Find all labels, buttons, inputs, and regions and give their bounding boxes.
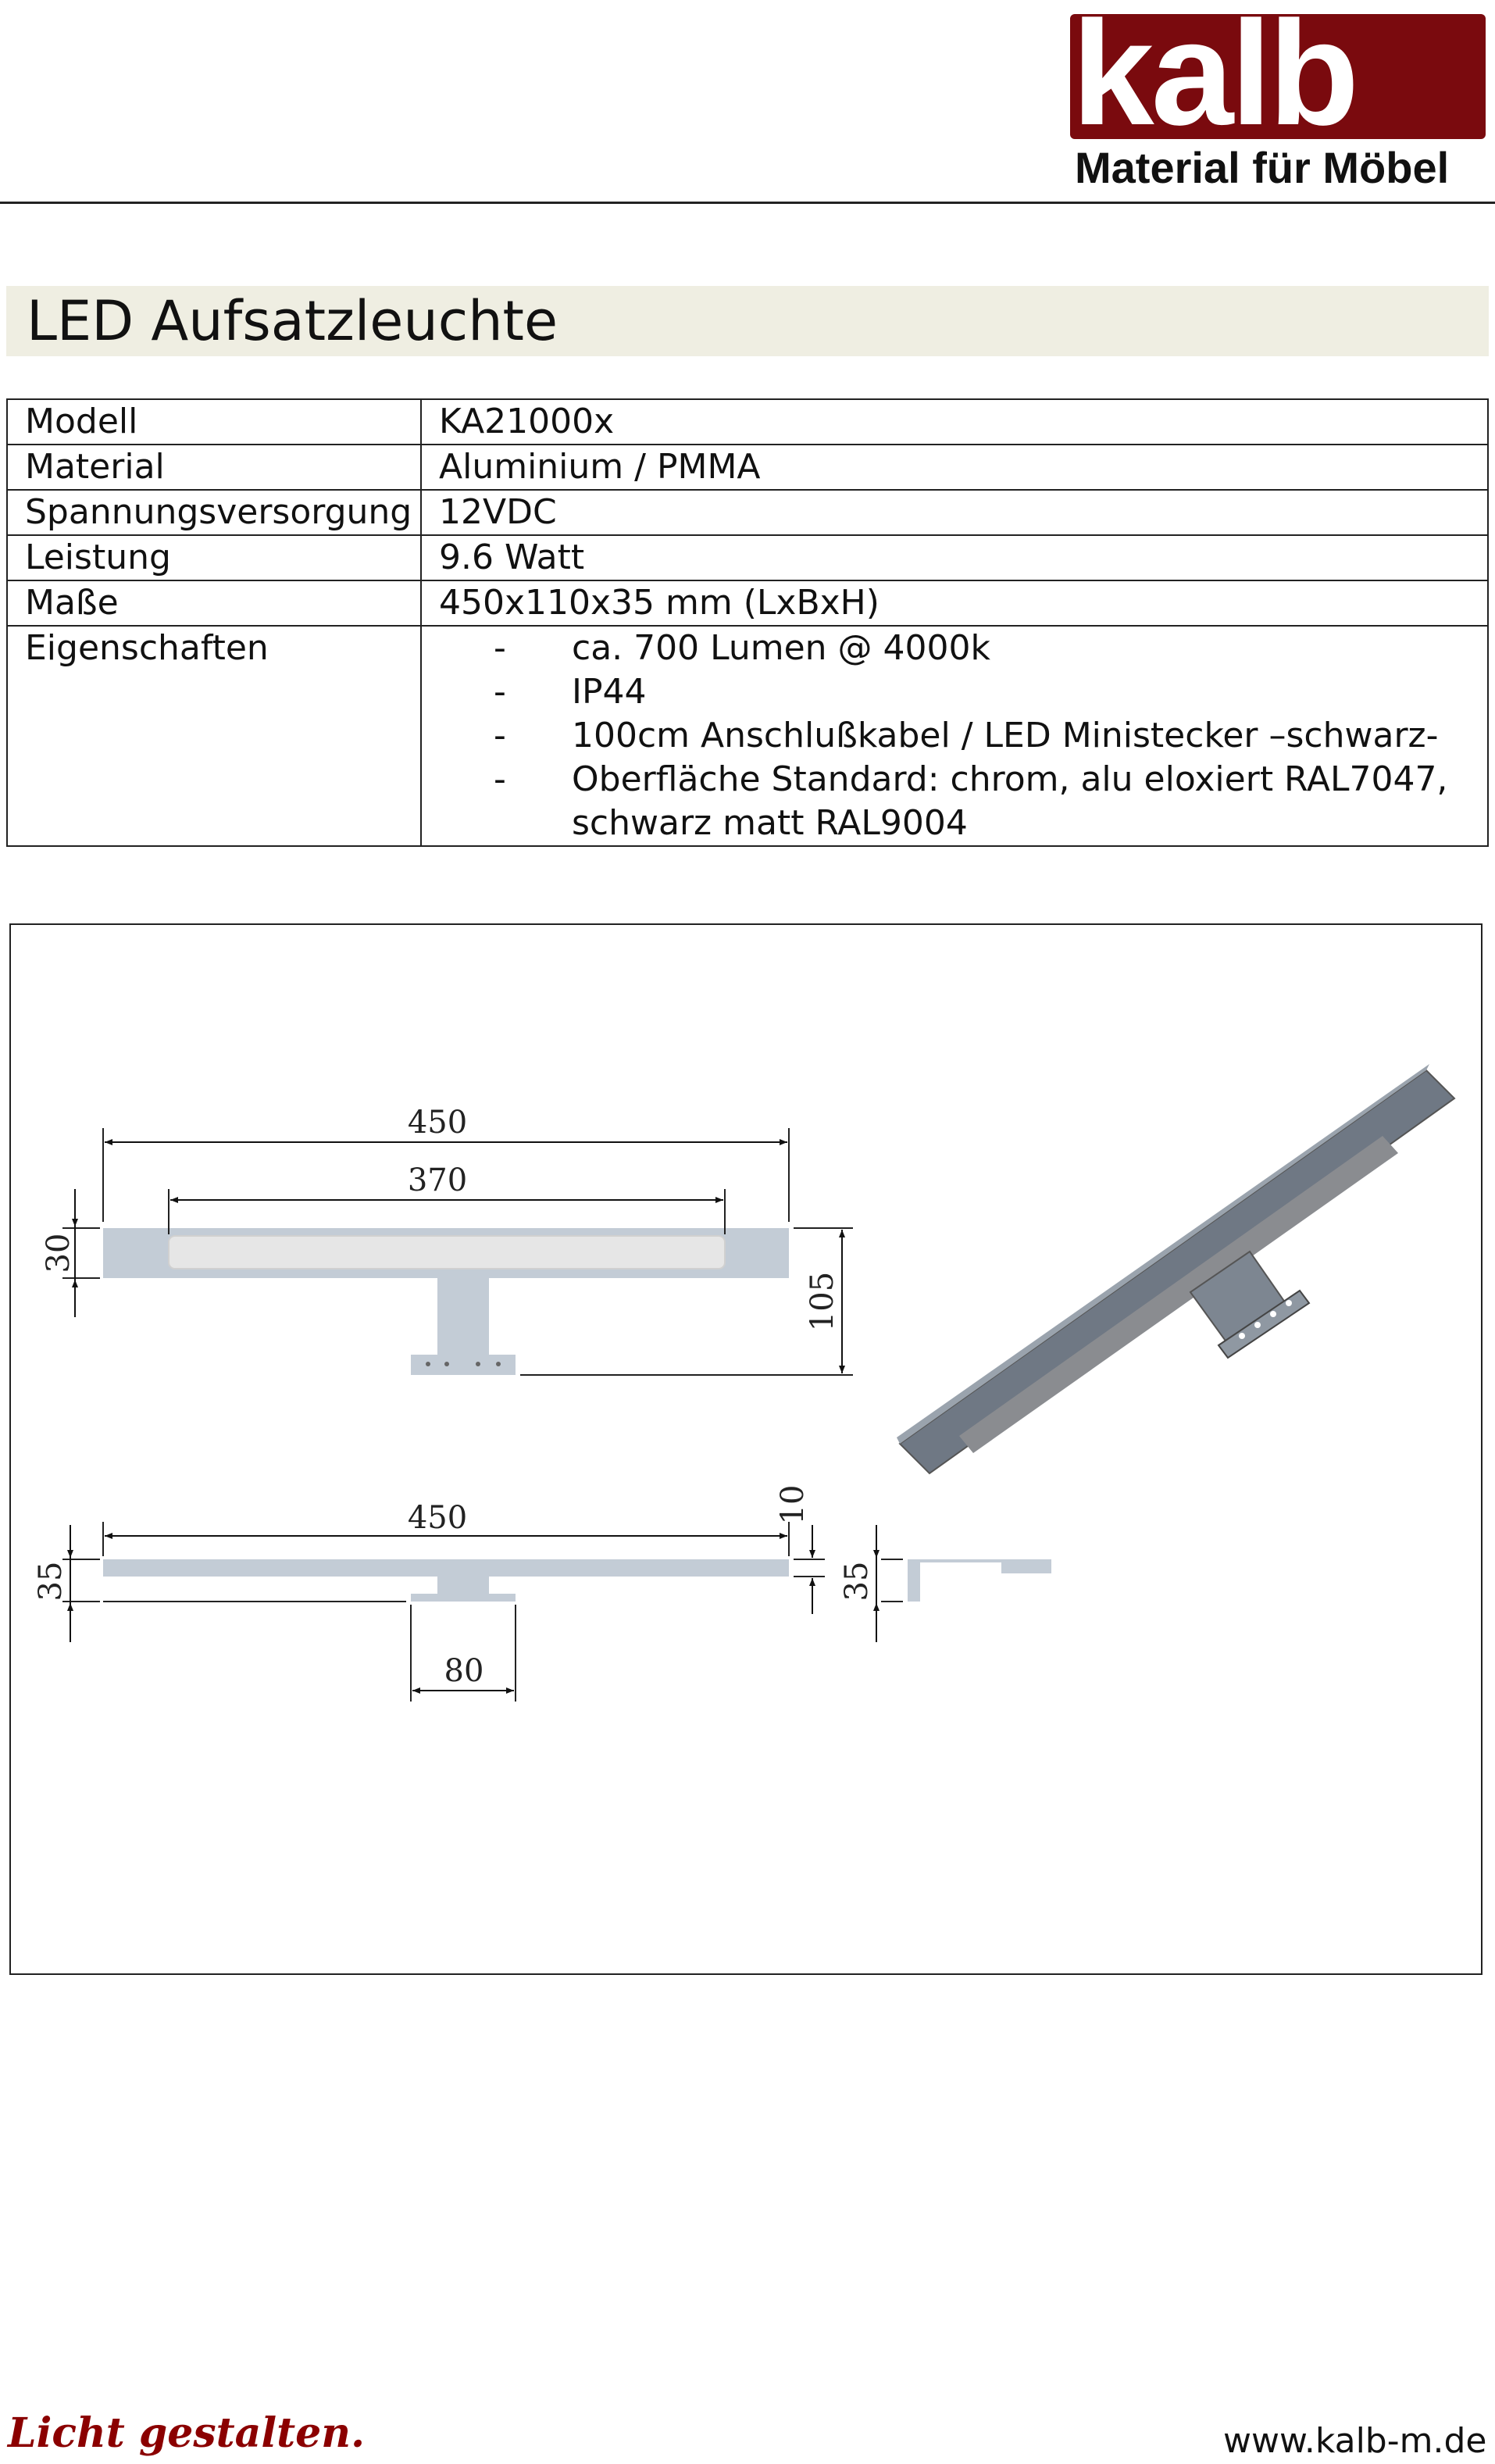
dim-label-35-top: 35: [33, 1561, 69, 1602]
feature-text: Oberfläche Standard: chrom, alu eloxiert RAL7047, schwarz matt RAL9004: [572, 759, 1448, 843]
feature-item: [439, 714, 1487, 758]
spec-row-model: [7, 399, 1488, 445]
spec-value: 12VDC: [421, 490, 1488, 535]
technical-drawing: [0, 923, 1495, 1975]
spec-row-power: [7, 535, 1488, 580]
spec-table: [6, 398, 1489, 847]
feature-text: ca. 700 Lumen @ 4000k: [572, 628, 990, 668]
logo-text: kalb: [1072, 0, 1357, 156]
side-view: [839, 1525, 1051, 1642]
footer-url[interactable]: www.kalb-m.de: [1223, 2421, 1487, 2461]
logo-tagline: Material für Möbel: [1075, 143, 1450, 192]
page-title: LED Aufsatzleuchte: [27, 289, 558, 353]
header-divider: [0, 202, 1495, 204]
dim-label-370: 370: [407, 1162, 468, 1198]
dim-label-35-side: 35: [839, 1561, 875, 1602]
spec-row-material: [7, 445, 1488, 490]
feature-bullet: -: [494, 716, 506, 755]
feature-bullet: -: [494, 672, 506, 712]
dim-label-105: 105: [805, 1271, 840, 1332]
dim-label-30: 30: [41, 1233, 77, 1273]
feature-text: 100cm Anschlußkabel / LED Ministecker –schwarz-: [572, 716, 1439, 755]
feature-item: [439, 758, 1487, 845]
spec-value: 450x110x35 mm (LxBxH): [421, 580, 1488, 626]
feature-item: [439, 670, 1487, 714]
feature-bullet: -: [494, 628, 506, 668]
feature-bullet: -: [494, 759, 506, 799]
spec-row-dimensions: [7, 580, 1488, 626]
spec-row-voltage: [7, 490, 1488, 535]
spec-label: Leistung: [7, 535, 421, 580]
spec-value: 9.6 Watt: [421, 535, 1488, 580]
footer-slogan: Licht gestalten.: [8, 2409, 366, 2457]
feature-list: [421, 626, 1488, 846]
spec-label: Spannungsversorgung: [7, 490, 421, 535]
led-panel: [169, 1236, 725, 1269]
front-view: [41, 1105, 853, 1375]
isometric-view: [897, 1064, 1454, 1473]
spec-value: KA21000x: [421, 399, 1488, 445]
dim-label-10: 10: [775, 1484, 811, 1525]
iso-led-panel: [959, 1136, 1398, 1453]
spec-label: Material: [7, 445, 421, 490]
spec-label: Eigenschaften: [7, 626, 421, 846]
spec-row-features: [7, 626, 1488, 846]
feature-text: IP44: [572, 672, 647, 712]
feature-item: [439, 627, 1487, 670]
spec-label: Modell: [7, 399, 421, 445]
dim-label-80: 80: [444, 1653, 484, 1689]
dim-label-450: 450: [407, 1105, 468, 1141]
spec-value: Aluminium / PMMA: [421, 445, 1488, 490]
lamp-body-top: [103, 1559, 789, 1577]
dim-label-450-top: 450: [407, 1500, 468, 1536]
top-view: [33, 1485, 825, 1702]
spec-label: Maße: [7, 580, 421, 626]
